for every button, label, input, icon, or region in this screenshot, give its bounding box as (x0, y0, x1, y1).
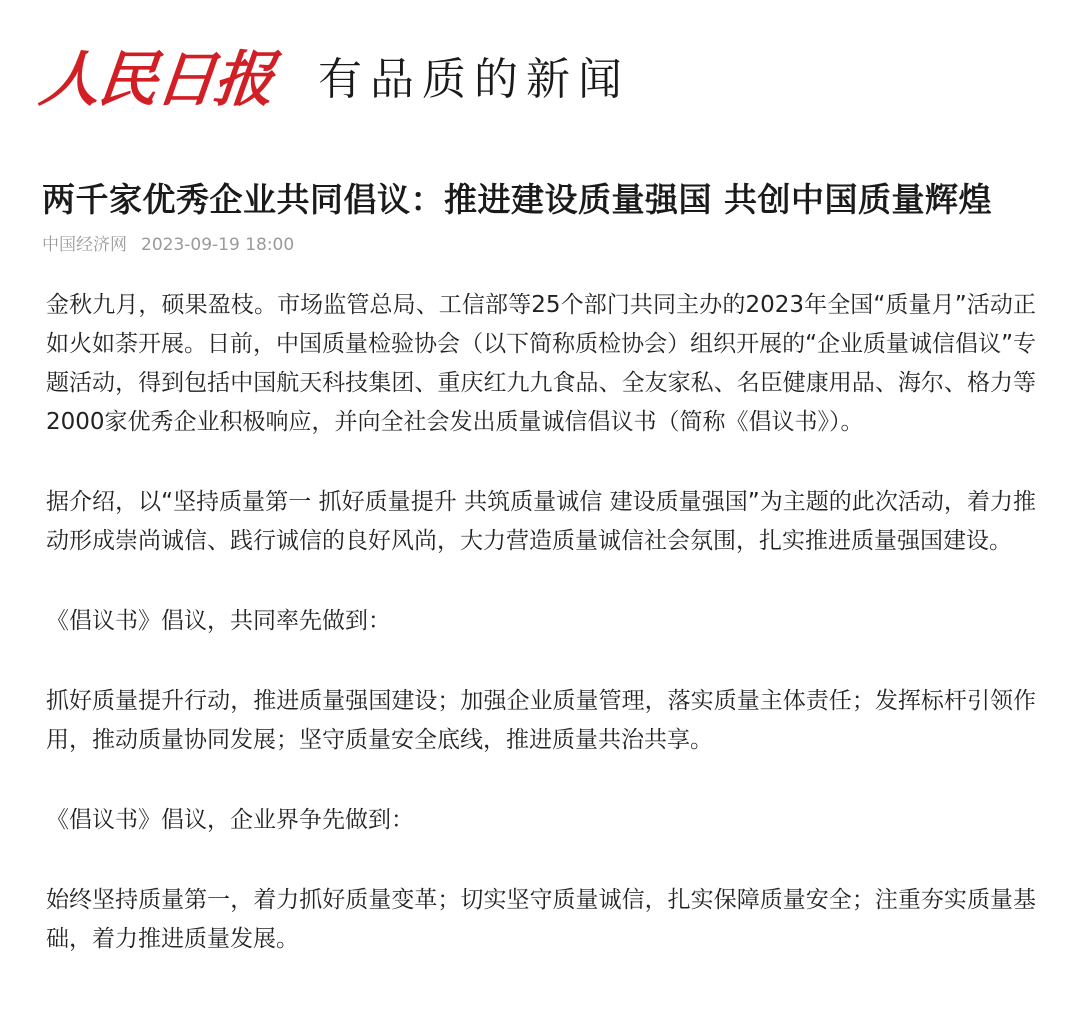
article-meta (42, 233, 294, 257)
article-paragraph: 抓好质量提升行动，推进质量强国建设；加强企业质量管理，落实质量主体责任；发挥标杆引领作用，推动质量协同发展；坚守质量安全底线，推进质量共治共享。 (46, 688, 1036, 753)
article-paragraph: 《倡议书》倡议，企业界争先做到： (46, 807, 414, 833)
header-slogan: 有品质的新闻 (318, 54, 630, 105)
article-source: 中国经济网 (42, 235, 127, 255)
article-paragraph: 始终坚持质量第一，着力抓好质量变革；切实坚守质量诚信，扎实保障质量安全；注重夯实质量基础，着力推进质量发展。 (46, 887, 1036, 952)
article-title: 两千家优秀企业共同倡议：推进建设质量强国 共创中国质量辉煌 (42, 180, 992, 220)
header (36, 40, 630, 120)
article-paragraph: 《倡议书》倡议，共同率先做到： (46, 608, 391, 634)
article-paragraph: 据介绍，以“坚持质量第一 抓好质量提升 共筑质量诚信 建设质量强国”为主题的此次活动，着力推动形成崇尚诚信、践行诚信的良好风尚，大力营造质量诚信社会氛围，扎实推进质量强国建设。 (46, 489, 1036, 554)
article-date: 2023-09-19 18:00 (141, 235, 295, 255)
people-daily-logo[interactable]: 人民日报 (36, 45, 276, 115)
article-body (46, 286, 1036, 1000)
article-paragraph: 金秋九月，硕果盈枝。市场监管总局、工信部等25个部门共同主办的2023年全国“质量月”活动正如火如荼开展。日前，中国质量检验协会（以下简称质检协会）组织开展的“企业质量诚信倡议”专题活动，得到包括中国航天科技集团、重庆红九九食品、全友家私、名臣健康用品、海尔、格力等2000家优秀企业积极响应，并向全社会发出质量诚信倡议书（简称《倡议书》）。 (46, 292, 1036, 435)
